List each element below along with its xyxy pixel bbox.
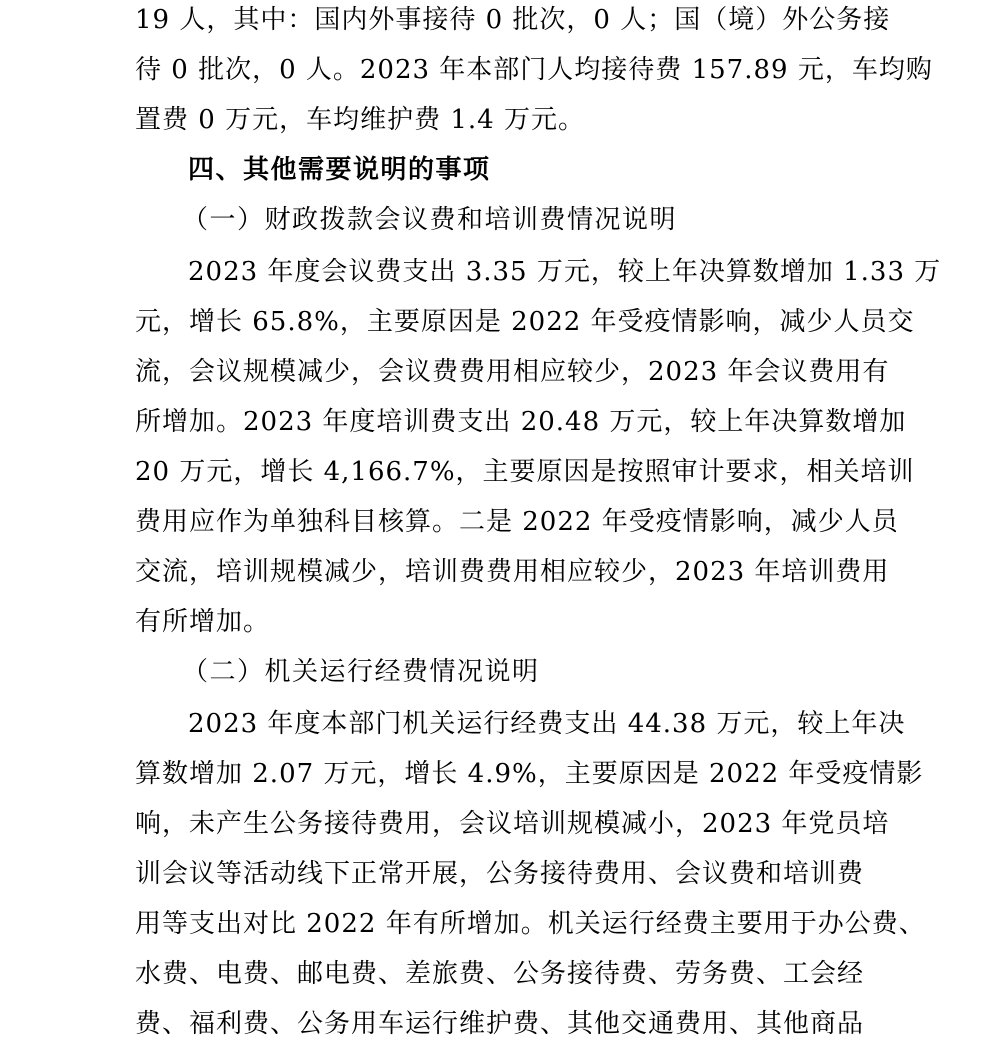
text-line: 用等支出对比 2022 年有所增加。机关运行经费主要用于办公费、	[135, 909, 926, 939]
text-line: 19 人，其中：国内外事接待 0 批次，0 人；国（境）外公务接	[135, 5, 891, 35]
subsection-heading: （一）财政拨款会议费和培训费情况说明	[182, 205, 678, 235]
text-line: 置费 0 万元，车均维护费 1.4 万元。	[135, 105, 585, 135]
text-line: 20 万元，增长 4,166.7%，主要原因是按照审计要求，相关培训	[135, 457, 915, 487]
text-line: 元，增长 65.8%，主要原因是 2022 年受疫情影响，减少人员交	[135, 307, 915, 337]
text-line: 有所增加。	[135, 607, 271, 637]
section-heading: 四、其他需要说明的事项	[188, 155, 491, 185]
text-line: 水费、电费、邮电费、差旅费、公务接待费、劳务费、工会经	[135, 959, 865, 989]
text-line: 费用应作为单独科目核算。二是 2022 年受疫情影响，减少人员	[135, 507, 899, 537]
subsection-heading: （二）机关运行经费情况说明	[182, 657, 540, 687]
text-line: 费、福利费、公务用车运行维护费、其他交通费用、其他商品	[135, 1009, 865, 1039]
text-line: 待 0 批次，0 人。2023 年本部门人均接待费 157.89 元，车均购	[135, 55, 933, 85]
text-line: 训会议等活动线下正常开展，公务接待费用、会议费和培训费	[135, 859, 865, 889]
text-line: 交流，培训规模减少，培训费费用相应较少，2023 年培训费用	[135, 557, 890, 587]
text-line: 响，未产生公务接待费用，会议培训规模减小，2023 年党员培	[135, 809, 890, 839]
text-line: 2023 年度会议费支出 3.35 万元，较上年决算数增加 1.33 万	[188, 257, 942, 287]
text-line: 算数增加 2.07 万元，增长 4.9%，主要原因是 2022 年受疫情影	[135, 759, 924, 789]
text-line: 流，会议规模减少，会议费费用相应较少，2023 年会议费用有	[135, 357, 890, 387]
text-line: 2023 年度本部门机关运行经费支出 44.38 万元，较上年决	[188, 709, 906, 739]
text-line: 所增加。2023 年度培训费支出 20.48 万元，较上年决算数增加	[135, 407, 907, 437]
